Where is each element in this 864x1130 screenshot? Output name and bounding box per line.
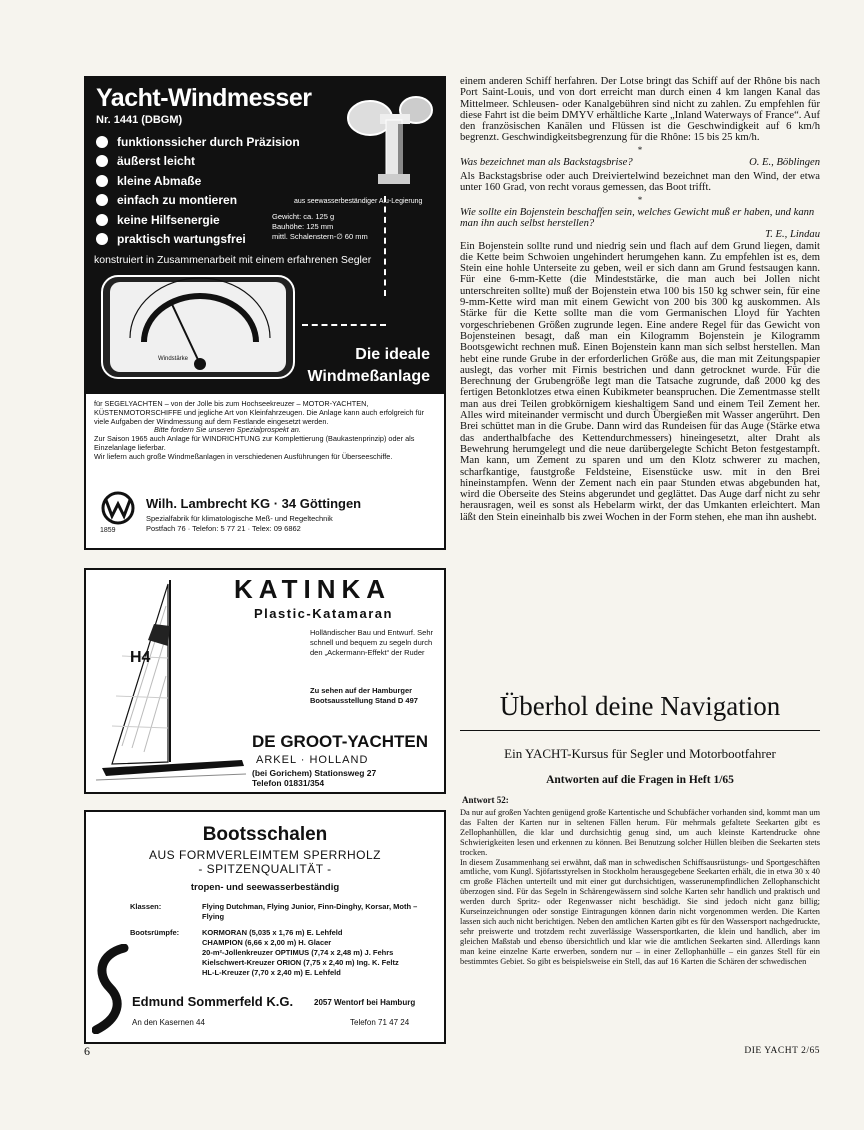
ideal-line1: Die ideale [355,346,430,363]
headline-rule [460,730,820,731]
navigation-headline: Überhol deine Navigation [499,691,781,721]
separator-star: * [637,194,643,205]
lambrecht-company: Wilh. Lambrecht KG · 34 Göttingen [146,496,362,511]
feature-item: kleine Abmaße [96,171,300,191]
spec-height: Bauhöhe: 125 mm [272,222,334,231]
windmesser-feature-list [96,132,300,249]
feature-item: funktionssicher durch Präzision [96,132,300,152]
question-1 [460,157,820,168]
windmesser-body-p2: Bitte fordern Sie unseren Spezialprospekt an. [154,425,301,435]
question-1-text: Was bezeichnet man als Backstagsbrise? [460,156,633,168]
feature-item: einfach zu montieren [96,191,300,211]
windmesser-specs [272,212,368,242]
katinka-advertisement [84,568,446,794]
lambrecht-line1: Spezialfabrik für klimatologische Meß- und Regeltechnik [146,514,333,523]
connector-line-horizontal [302,324,386,326]
bootsschalen-title: Bootsschalen [202,824,328,845]
klassen-text: Flying Dutchman, Flying Junior, Finn-Dinghy, Korsar, Moth – Flying [202,902,418,921]
bootsruempfe-label: Bootsrümpfe: [130,928,180,937]
rumpf-item: HL-L-Kreuzer (7,70 x 2,40 m) E. Lehfeld [202,968,341,977]
sommerfeld-city: 2057 Wentorf bei Hamburg [314,998,416,1007]
page-number: 6 [84,1044,90,1058]
spec-diameter: mittl. Schalenstern-∅ 60 mm [272,232,368,241]
konstruiert-text: konstruiert in Zusammenarbeit mit einem erfahrenen Segler [94,254,372,266]
logo-year: 1859 [100,527,116,534]
separator-star: * [637,144,643,155]
question-2-author: T. E., Lindau [765,229,820,241]
windmesser-body-p4: Wir liefern auch große Windmeßanlagen in verschiedenen Ausführungen für Überseeschiffe. [94,451,393,461]
answer-2: Ein Bojenstein sollte rund und niedrig sein und flach auf dem Grund liegen, damit die Kette beim Schwoien ungehindert herumgehen kann. Zu empfehlen ist es, dem Stein eine hohle Unterseite zu geben, weil er sich dann am Grund festsaugen kann. Für eine 6-mm-Kette (die Mindeststärke, die man auch bei Jollen nicht unterschreiten sollte) muß der Bojenstein etwa 100 bis 150 kg schwer sein, für eine 9-mm-Kette wird man mit einem Gewicht von 200 bis 300 kg auskommen. Als Stärke für die Kette sollte man die vom Germanischen Lloyd für Yachten vorgeschriebenen Größen zugrunde legen. Eine andere Regel für das Gewicht von Bojensteinen besagt, daß man ein Kilogramm Bojenstein je Kilogramm Bootsgewicht rechnen muß. Einen Bojenstein kann man sich selbst herstellen. Man hebt eine runde Grube in der erforderlichen Größe aus, die man mit Zeitungspapier auslegt, das vorher mit Firnis bestrichen und dann getrocknet wurde. Für die Berechnung der Grubengröße legt man die Tatsache zugrunde, daß 2000 kg des fertigen Betonklotzes etwa einen Kubikmeter beanspruchen. Die Zementmasse stellt man aus drei Teilen grobkörnigem kieshaltigem Sand und einem Teil Zement her. Alles wird miteinander vermischt und durch Übergießen mit Wasser angerührt. Den Brei schüttet man in die Grube. Dann wird das Rundeisen für das Auge (Stärke etwa das anderthalbfache des Kettendurchmessers) hineingesetzt, alter Draht als Bewehrung herumgelegt und die neue darübergelegte Schicht Beton festgestampft. Man kann, um Zement zu sparen und um den Klotz schwerer zu machen, scharfkantige, faustgroße Feldsteine, Eisenstücke usw. mit in den Brei hineinstampfen. Wenn der Zement nach ein paar Stunden etwas abgebunden hat, wird die Oberseite des Steins abgerundet und geglättet. Das Auge darf nicht zu sehr herausragen, weil es sonst als Hebelarm wirkt, der das Umkanten erleichtert. Man läßt den Stein eineinhalb bis zwei Wochen in der Form stehen, ehe man ihn aushebt. [460,240,820,523]
windmesser-model: Nr. 1441 (DBGM) [96,114,183,126]
rumpf-item: KORMORAN (5,035 x 1,76 m) E. Lehfeld [202,928,343,937]
bootsschalen-line3: tropen- und seewasserbeständig [190,882,340,893]
bootsschalen-line2: - SPITZENQUALITÄT - [198,862,332,876]
klassen-label: Klassen: [130,902,162,911]
groot-city: ARKEL · HOLLAND [256,754,369,766]
ideal-line2: Windmeßanlage [307,368,430,385]
windmeter-gauge-illustration [100,274,296,380]
sommerfeld-s-logo [92,944,130,1034]
groot-company: DE GROOT-YACHTEN [252,732,429,751]
spec-weight: Gewicht: ca. 125 g [272,212,335,221]
windmesser-dark-panel [86,78,444,394]
lambrecht-logo [96,490,142,534]
feature-item: äußerst leicht [96,152,300,172]
feature-item: praktisch wartungsfrei [96,230,300,250]
article-paragraph: einem anderen Schiff herfahren. Der Lotse bringt das Schiff auf der Rhône bis nach Port Saint-Louis, und von dort erreicht man durch einen 4 km langen Kanal das Mittelmeer. Schleusen- oder Kanalgebühren sind nicht zu zahlen. Zu empfehlen für diese Fahrt ist die beim DMYV erhältliche Karte „Inland Waterways of France“. Auf den französischen Kanälen und Flüssen ist die Geschwindigkeit auf 6 km/h begrenzt. Geschwindigkeitsbegrenzung für die Rhône: 15 bis 25 km/h. [460,76,820,144]
katinka-subtitle: Plastic-Katamaran [254,606,393,621]
windmesser-body [94,400,436,462]
groot-address-line1: (bei Gorichem) Stationsweg 27 [252,768,377,778]
answers-title: Antworten auf die Fragen in Heft 1/65 [546,774,734,786]
alu-note: aus seewasserbeständiger Alu-Legierung [294,198,423,205]
bootsschalen-advertisement [84,810,446,1044]
bootsschalen-line1: AUS FORMVERLEIMTEM SPERRHOLZ [148,848,382,862]
question-1-author: O. E., Böblingen [749,156,820,168]
katinka-exhibition: Zu sehen auf der Hamburger Bootsausstellung Stand D 497 [310,686,418,705]
katinka-description: Holländischer Bau und Entwurf. Sehr schnell und bequem zu segeln durch den „Ackermann-Effekt“ der Ruder [310,628,433,657]
question-2-text: Wie sollte ein Bojenstein beschaffen sein, welches Gewicht muß er haben, und kann man ihn auch selbst herstellen? [460,206,815,229]
navigation-subtitle: Ein YACHT-Kursus für Segler und Motorbootfahrer [504,746,776,761]
windmesser-body-p1: für SEGELYACHTEN – von der Jolle bis zum Hochseekreuzer – MOTOR-YACHTEN, KÜSTENMOTORSCHIFFE und jegliche Art von Kleinfahrzeugen. Die Anlage kann auch erfolgreich für viele Aufgaben der Windmessung auf dem Festlande eingesetzt werden. [94,399,425,426]
magazine-issue: DIE YACHT 2/65 [744,1046,820,1056]
answer-52-label: Antwort 52: [462,795,509,805]
ideal-headline [270,344,430,388]
gauge-label: Windstärke [158,356,189,362]
sail-mark: H4 [130,649,151,666]
sommerfeld-street: An den Kasernen 44 [132,1018,205,1027]
catamaran-illustration [92,576,252,788]
answer-1: Als Backstagsbrise oder auch Dreiviertelwind bezeichnet man den Wind, der etwa unter 160 Grad, von recht voraus gemessen, das Boot trifft. [460,171,820,194]
windmesser-title: Yacht-Windmesser [96,84,312,112]
lambrecht-details [146,514,436,533]
groot-phone: Telefon 01831/354 [252,778,325,788]
sommerfeld-company: Edmund Sommerfeld K.G. [132,994,294,1009]
katinka-title: KATINKA [234,574,392,604]
anemometer-illustration [336,84,440,196]
rumpf-item: Kielschwert-Kreuzer ORION (7,75 x 2,40 m) Ing. K. Feltz [202,958,399,967]
answer-52-paragraph-2: In diesem Zusammenhang sei erwähnt, daß man in schwedischen Schiffsausrüstungs- und Sportgeschäften amtliche, vom Kungl. Sjöfartsstyrelsen in Stockholm herausgegebene Seekarten erhält, die in etwa 30 x 40 cm große Flächen unterteilt und mit einer gut durchsichtigen, wasserunempfindlichen Zellophanschicht überzogen sind. Für das Segeln in Schärengewässern sind solche Karten sehr handlich und praktisch und werden durch Spritz- oder Regenwasser nicht beschädigt. Sie sind jedoch nicht ganz billig; Kurseinzeichnungen oder sonstige Eintragungen können darin nicht vorgenommen werden. Die Karten lassen sich auch nicht berichtigen. Neben den amtlichen Karten gibt es für den Wassersport nachgedruckte, sehr preiswerte und trotzdem recht zuverlässige Wassersportkarten, die klein und handlich, aber im gleichen Maßstab und ebenso übersichtlich und klar wie die amtlichen Seekarten sind. Allerdings kann man keine einzelne Karte erwerben, sondern nur – in einer Zellophanhülle – ein ganzes Stell für ein bestimmtes Gebiet. So gibt es beispielsweise ein Stell, das auf 16 Karten die Schären der schwedischen [460,857,820,966]
sommerfeld-phone: Telefon 71 47 24 [350,1018,410,1027]
rumpf-item: CHAMPION (6,66 x 2,00 m) H. Glacer [202,938,332,947]
windmesser-advertisement [84,76,446,550]
windmesser-body-p3: Zur Saison 1965 auch Anlage für WINDRICHTUNG zur Komplettierung (Baukastenprinzip) oder als Einzelanlage lieferbar. [94,434,415,452]
bootsruempfe-list [202,928,438,978]
rumpf-item: 20-m²-Jollenkreuzer OPTIMUS (7,74 x 2,48 m) J. Fehrs [202,948,394,957]
answer-52-body [460,808,820,967]
article-column [460,76,820,523]
feature-item: keine Hilfsenergie [96,210,300,230]
groot-address [252,768,376,788]
answer-52-paragraph-1: Da nur auf großen Yachten genügend große Kartentische und Schubfächer vorhanden sind, kommt man um das Falten der Karten nur in seltenen Fällen herum. Für mehrmals gefaltete Seekarten gibt es Zellophanhüllen, die klar und durchsichtig genug sind, um auch kleinste Kartendrucke ohne Schwierigkeiten lesen und erkennen zu können. Bei Benutzung solcher Hüllen bleiben die Seekarten stets trocken. [460,808,820,857]
connector-line [384,196,386,296]
lambrecht-line2: Postfach 76 · Telefon: 5 77 21 · Telex: 09 6862 [146,523,301,533]
